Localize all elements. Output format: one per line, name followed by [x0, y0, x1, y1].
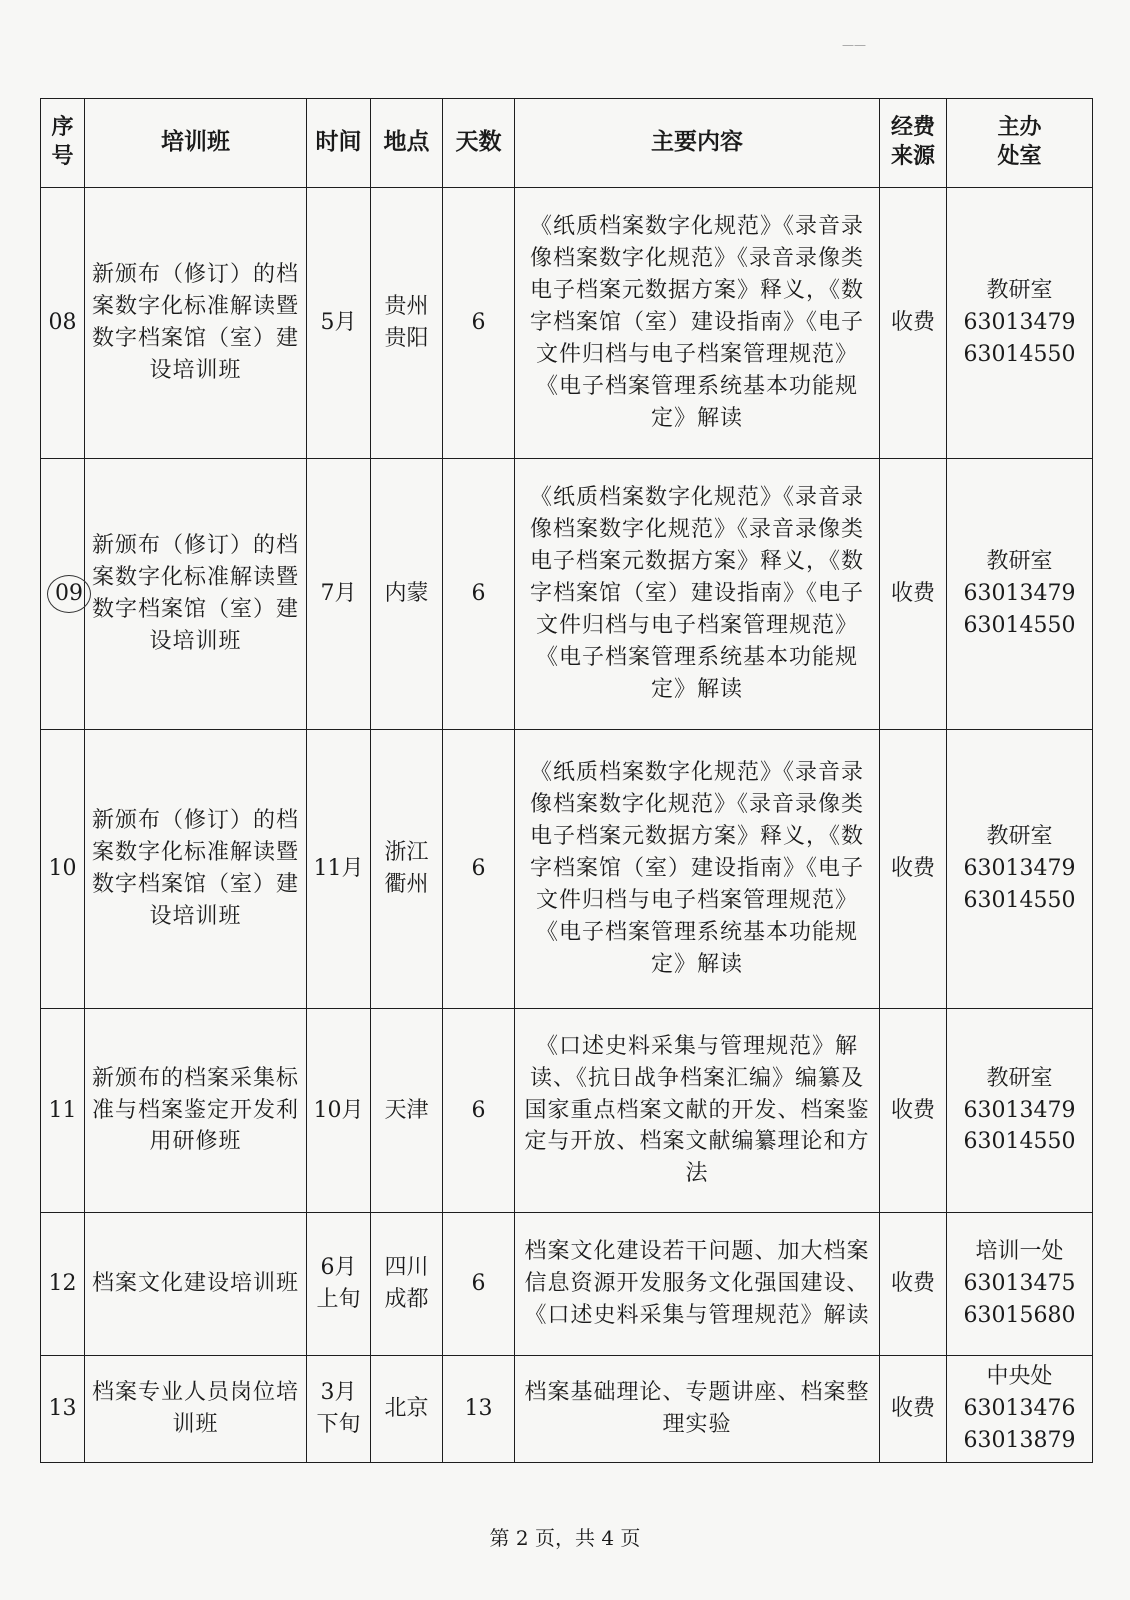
cell-funding: 收费 — [880, 1213, 947, 1356]
cell-course: 新颁布的档案采集标准与档案鉴定开发利用研修班 — [85, 1009, 307, 1213]
cell-place: 内蒙 — [371, 459, 443, 730]
table-row — [41, 730, 1093, 1009]
cell-office: 培训一处 63013475 63015680 — [947, 1213, 1093, 1356]
cell-course: 档案专业人员岗位培训班 — [85, 1356, 307, 1463]
table-row — [41, 188, 1093, 459]
cell-seq: 12 — [41, 1213, 85, 1356]
cell-time: 5月 — [307, 188, 371, 459]
cell-office: 教研室 63013479 63014550 — [947, 730, 1093, 1009]
table-row — [41, 1213, 1093, 1356]
cell-content: 《纸质档案数字化规范》《录音录像档案数字化规范》《录音录像类电子档案元数据方案》释义，《数字档案馆（室）建设指南》《电子文件归档与电子档案管理规范》《电子档案管理系统基本功能规定》解读 — [515, 188, 880, 459]
cell-content: 《纸质档案数字化规范》《录音录像档案数字化规范》《录音录像类电子档案元数据方案》释义，《数字档案馆（室）建设指南》《电子文件归档与电子档案管理规范》《电子档案管理系统基本功能规定》解读 — [515, 459, 880, 730]
training-plan-table — [40, 98, 1093, 1463]
cell-seq: 13 — [41, 1356, 85, 1463]
cell-days: 6 — [443, 188, 515, 459]
table-row — [41, 459, 1093, 730]
header-office: 主办 处室 — [947, 99, 1093, 188]
table-row — [41, 1356, 1093, 1463]
cell-course: 档案文化建设培训班 — [85, 1213, 307, 1356]
header-course: 培训班 — [85, 99, 307, 188]
cell-days: 6 — [443, 1009, 515, 1213]
cell-days: 6 — [443, 1213, 515, 1356]
cell-seq: 08 — [41, 188, 85, 459]
cell-seq: 10 — [41, 730, 85, 1009]
cell-content: 《口述史料采集与管理规范》解读、《抗日战争档案汇编》编纂及国家重点档案文献的开发、档案鉴定与开放、档案文献编纂理论和方法 — [515, 1009, 880, 1213]
cell-days: 13 — [443, 1356, 515, 1463]
cell-time: 3月 下旬 — [307, 1356, 371, 1463]
cell-funding: 收费 — [880, 459, 947, 730]
cell-place: 北京 — [371, 1356, 443, 1463]
handwritten-circle-mark: 09 — [47, 575, 91, 613]
cell-place: 四川 成都 — [371, 1213, 443, 1356]
cell-funding: 收费 — [880, 1356, 947, 1463]
cell-office: 教研室 63013479 63014550 — [947, 459, 1093, 730]
cell-content: 档案基础理论、专题讲座、档案整理实验 — [515, 1356, 880, 1463]
header-funding: 经费 来源 — [880, 99, 947, 188]
cell-course: 新颁布（修订）的档案数字化标准解读暨数字档案馆（室）建设培训班 — [85, 188, 307, 459]
header-content: 主要内容 — [515, 99, 880, 188]
cell-seq: 11 — [41, 1009, 85, 1213]
cell-course: 新颁布（修订）的档案数字化标准解读暨数字档案馆（室）建设培训班 — [85, 459, 307, 730]
cell-time: 7月 — [307, 459, 371, 730]
cell-content: 《纸质档案数字化规范》《录音录像档案数字化规范》《录音录像类电子档案元数据方案》释义，《数字档案馆（室）建设指南》《电子文件归档与电子档案管理规范》《电子档案管理系统基本功能规定》解读 — [515, 730, 880, 1009]
page-number: 第 2 页，共 4 页 — [489, 1526, 641, 1550]
cell-time: 11月 — [307, 730, 371, 1009]
cell-days: 6 — [443, 730, 515, 1009]
cell-office: 教研室 63013479 63014550 — [947, 188, 1093, 459]
cell-course: 新颁布（修订）的档案数字化标准解读暨数字档案馆（室）建设培训班 — [85, 730, 307, 1009]
cell-place: 贵州 贵阳 — [371, 188, 443, 459]
cell-time: 6月 上旬 — [307, 1213, 371, 1356]
cell-time: 10月 — [307, 1009, 371, 1213]
header-seq: 序 号 — [41, 99, 85, 188]
scan-artifact-mark: —— — [842, 38, 866, 52]
cell-content: 档案文化建设若干问题、加大档案信息资源开发服务文化强国建设、《口述史料采集与管理规范》解读 — [515, 1213, 880, 1356]
cell-office: 中央处 63013476 63013879 — [947, 1356, 1093, 1463]
cell-funding: 收费 — [880, 188, 947, 459]
cell-funding: 收费 — [880, 730, 947, 1009]
cell-place: 天津 — [371, 1009, 443, 1213]
header-time: 时间 — [307, 99, 371, 188]
table-header-row — [41, 99, 1093, 188]
header-place: 地点 — [371, 99, 443, 188]
cell-seq — [41, 459, 85, 730]
cell-office: 教研室 63013479 63014550 — [947, 1009, 1093, 1213]
cell-funding: 收费 — [880, 1009, 947, 1213]
header-days: 天数 — [443, 99, 515, 188]
cell-place: 浙江 衢州 — [371, 730, 443, 1009]
cell-days: 6 — [443, 459, 515, 730]
table-row — [41, 1009, 1093, 1213]
